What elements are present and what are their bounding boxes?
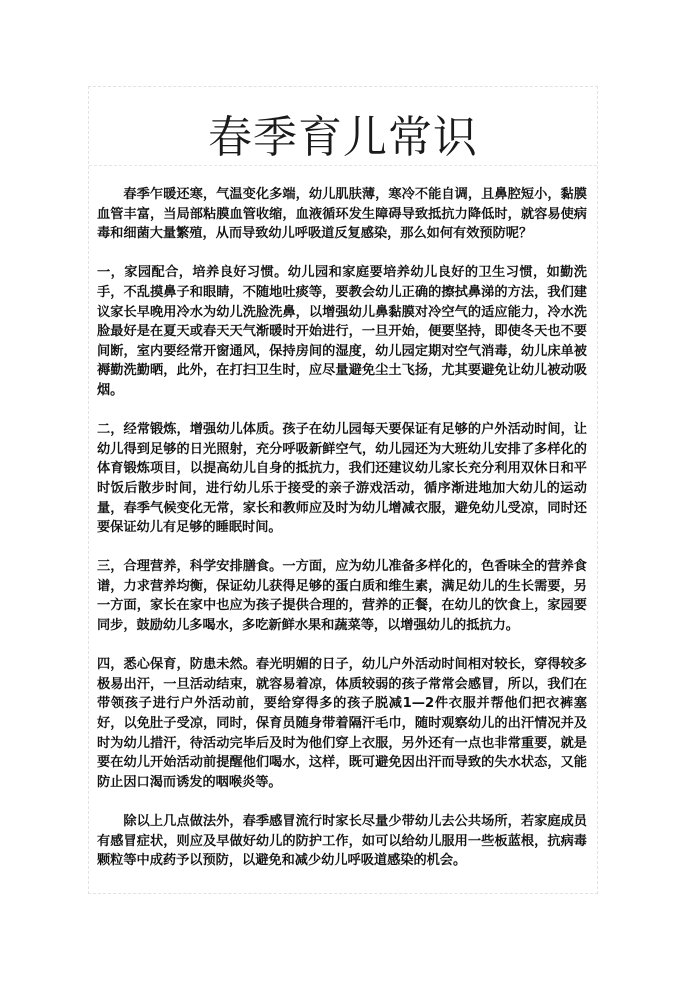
document-title: 春季育儿常识: [208, 112, 478, 163]
paragraph-conclusion: 除以上几点做法外，春季感冒流行时家长尽量少带幼儿去公共场所，若家庭成员有感冒症状，则应及早做好幼儿的防护工作，如可以给幼儿服用一些板蓝根，抗病毒颗粒等中成药予以预防，以避免和减少幼儿呼吸道感染的机会。: [97, 814, 587, 869]
paragraph-section-3: 三，合理营养，科学安排膳食。一方面，应为幼儿准备多样化的，色香味全的营养食谱，力求营养均衡，保证幼儿获得足够的蛋白质和维生素，满足幼儿的生长需要，另一方面，家长在家中也应为孩子提供合理的，营养的正餐，在幼儿的饮食上，家园要同步，鼓励幼儿多喝水，多吃新鲜水果和蔬菜等，以增强幼儿的抵抗力。: [97, 559, 587, 634]
paragraph-intro: 春季乍暖还寒，气温变化多端，幼儿肌肤薄，寒冷不能自调，且鼻腔短小，黏膜血管丰富，当局部粘膜血管收缩，血液循环发生障碍导致抵抗力降低时，就容易使病毒和细菌大量繁殖，从而导致幼儿呼吸道反复感染，那么如何有效预防呢？: [97, 187, 587, 242]
document-page: [88, 86, 598, 894]
document-body: [97, 185, 587, 890]
title-divider: [89, 165, 597, 166]
paragraph-section-4: 四，悉心保育，防患未然。春光明媚的日子，幼儿户外活动时间相对较长，穿得较多极易出汗，一旦活动结束，就容易着凉，体质较弱的孩子常常会感冒，所以，我们在带领孩子进行户外活动前，要给穿得多的孩子脱减1—2件衣服并帮他们把衣裤塞好，以免肚子受凉，同时，保育员随身带着隔汗毛巾，随时观察幼儿的出汗情况并及时为幼儿措汗，待活动完毕后及时为他们穿上衣服，另外还有一点也非常重要，就是要在幼儿开始活动前提醒他们喝水，这样，既可避免因出汗而导致的失水状态，又能防止因口渴而诱发的咽喉炎等。: [97, 657, 587, 790]
paragraph-section-2: 二，经常锻炼，增强幼儿体质。孩子在幼儿园每天要保证有足够的户外活动时间，让幼儿得到足够的日光照射，充分呼吸新鲜空气，幼儿园还为大班幼儿安排了多样化的体育锻炼项目，以提高幼儿自身的抵抗力，我们还建议幼儿家长充分利用双休日和平时饭后散步时间，进行幼儿乐于接受的亲子游戏活动，循序渐进地加大幼儿的运动量，春季气候变化无常，家长和教师应及时为幼儿增减衣服，避免幼儿受凉，同时还要保证幼儿有足够的睡眠时间。: [97, 422, 587, 536]
paragraph-section-1: 一，家园配合，培养良好习惯。幼儿园和家庭要培养幼儿良好的卫生习惯，如勤洗手，不乱摸鼻子和眼睛，不随地吐痰等，要教会幼儿正确的擦拭鼻涕的方法，我们建议家长早晚用冷水为幼儿洗脸洗鼻，以增强幼儿鼻黏膜对冷空气的适应能力，冷水洗脸最好是在夏天或春天天气渐暖时开始进行，一旦开始，便要坚持，即使冬天也不要间断，室内要经常开窗通风，保持房间的湿度，幼儿园定期对空气消毒，幼儿床单被褥勤洗勤晒，此外，在打扫卫生时，应尽量避免尘土飞扬，尤其要避免让幼儿被动吸烟。: [97, 265, 587, 398]
